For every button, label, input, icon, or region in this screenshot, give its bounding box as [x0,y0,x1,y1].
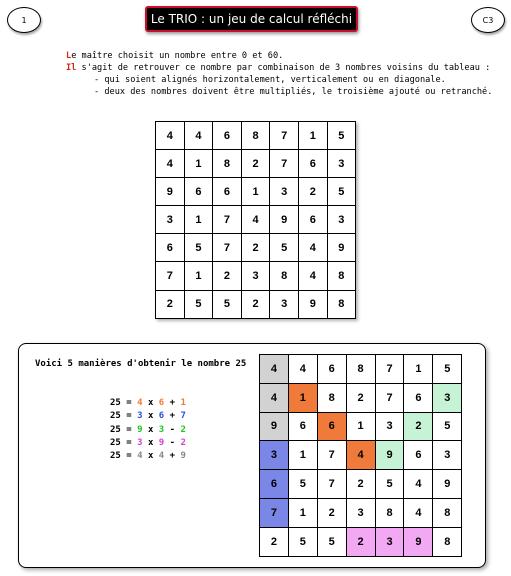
grid-cell: 8 [270,262,299,290]
grid-row [156,150,356,178]
grid-cell: 8 [327,262,356,290]
grid-cell: 3 [327,150,356,178]
equation-spacer: = [120,451,138,462]
example-grid-cell: 8 [433,527,462,556]
equation [110,437,186,450]
example-grid-cell: 2 [346,383,375,412]
example-grid-cell: 9 [404,527,433,556]
page-title-text: Le TRIO : un jeu de calcul réfléchi [150,12,353,26]
example-grid-cell: 6 [260,470,289,499]
example-grid-cell: 5 [288,527,317,556]
example-grid-cell: 4 [404,470,433,499]
example-grid-cell: 1 [346,412,375,441]
grid-cell: 8 [327,290,356,318]
grid-cell: 2 [241,234,270,262]
grid-cell: 5 [184,234,213,262]
instructions [66,50,493,98]
grid-cell: 9 [298,290,327,318]
grid-cell: 9 [270,206,299,234]
equation-term: - [169,437,176,448]
grid-row [156,290,356,318]
rule-bullet-1: - qui soient alignés horizontalement, verticalement ou en diagonale. [94,75,446,85]
example-grid-cell: 1 [404,355,433,384]
example-grid-cell: 1 [288,498,317,527]
grid-cell: 4 [156,150,185,178]
example-grid-cell: 5 [433,355,462,384]
grid-cell: 4 [298,262,327,290]
equation [110,397,186,410]
example-grid-row [260,441,462,470]
example-grid-row [260,527,462,556]
example-grid-row [260,412,462,441]
page-number-badge [7,7,41,33]
example-grid [259,354,462,557]
grid-cell: 7 [156,262,185,290]
example-grid-row [260,383,462,412]
equation-spacer: = [120,437,138,448]
instruction-text: e maître choisit un nombre entre 0 et 60. [71,51,284,61]
example-title: Voici 5 manières d'obtenir le nombre 25 [35,359,247,369]
grid-cell: 7 [213,234,242,262]
grid-row [156,206,356,234]
equation-result: 25 [110,424,121,435]
equation-result: 25 [110,411,121,422]
example-grid-cell: 2 [404,412,433,441]
example-grid-cell: 8 [346,355,375,384]
example-grid-cell: 7 [317,470,346,499]
equation-term: 3 [137,411,143,422]
instruction-line-1 [66,50,486,62]
example-grid-cell: 9 [375,441,404,470]
equation-result: 25 [110,437,121,448]
example-grid-cell: 2 [346,527,375,556]
equation-term: 9 [137,424,143,435]
grid-cell: 7 [270,122,299,150]
equation-term: 3 [137,437,143,448]
equation-term: 6 [158,398,165,408]
example-grid-cell: 5 [288,470,317,499]
grid-cell: 2 [156,290,185,318]
example-grid-row [260,498,462,527]
equation-term: 4 [137,398,143,408]
equation-term: x [147,451,154,462]
grid-row [156,178,356,206]
grid-cell: 2 [241,290,270,318]
equation-term: 9 [158,437,165,448]
grid-cell: 2 [241,150,270,178]
grid-cell: 5 [213,290,242,318]
grid-cell: 8 [213,150,242,178]
grid-cell: 6 [298,206,327,234]
grid-cell: 3 [327,206,356,234]
example-grid-cell: 3 [260,441,289,470]
equation-term: x [147,437,154,448]
grid-cell: 7 [213,206,242,234]
example-grid-cell: 9 [433,470,462,499]
equation-spacer: = [120,424,138,435]
equation-spacer: = [120,398,138,408]
example-grid-row [260,355,462,384]
equation-term: 7 [180,411,186,422]
equation-result: 25 [110,451,121,462]
equation-term: 4 [158,451,165,462]
example-grid-cell: 4 [260,383,289,412]
grid-cell: 5 [327,178,356,206]
example-grid-cell: 3 [375,527,404,556]
example-grid-cell: 6 [404,441,433,470]
example-grid-cell: 3 [375,412,404,441]
equation-term: 2 [180,424,186,435]
equation-term: 1 [180,398,186,408]
grid-cell: 3 [241,262,270,290]
equation [110,424,186,437]
equation-term: + [169,398,176,408]
equation-term: - [169,424,176,435]
equation-list [110,397,186,463]
grid-cell: 3 [270,290,299,318]
equation-term: x [147,424,154,435]
grid-cell: 4 [241,206,270,234]
equation-spacer: = [120,411,138,422]
grid-cell: 9 [327,234,356,262]
equation [110,450,186,463]
grid-cell: 5 [270,234,299,262]
grid-cell: 8 [241,122,270,150]
example-grid-cell: 4 [346,441,375,470]
example-grid-cell: 7 [375,383,404,412]
grid-cell: 4 [298,234,327,262]
example-grid-cell: 4 [288,355,317,384]
grid-row [156,262,356,290]
grid-cell: 3 [270,178,299,206]
example-grid-cell: 6 [317,355,346,384]
initial-letter: Il [66,63,77,73]
grid-cell: 6 [213,178,242,206]
grid-row [156,234,356,262]
grid-cell: 6 [213,122,242,150]
grid-cell: 6 [156,234,185,262]
grid-cell: 1 [298,122,327,150]
example-grid-cell: 9 [260,412,289,441]
grid-cell: 9 [156,178,185,206]
equation-term: x [147,411,154,422]
instruction-line-2 [66,62,491,74]
example-grid-cell: 7 [260,498,289,527]
example-grid-cell: 4 [260,355,289,384]
grid-cell: 5 [184,290,213,318]
instruction-text: s'agit de retrouver ce nombre par combinaison de 3 nombres voisins du tableau : [76,63,491,73]
example-grid-cell: 5 [433,412,462,441]
example-grid-cell: 8 [433,498,462,527]
equation [110,410,186,423]
grid-cell: 2 [298,178,327,206]
equation-term: 2 [180,437,186,448]
level-text: C3 [482,15,494,25]
equation-term: 9 [180,451,186,462]
page-number: 1 [21,15,27,25]
grid-cell: 1 [184,206,213,234]
example-grid-cell: 4 [404,498,433,527]
rule-bullet-2: - deux des nombres doivent être multipliés, le troisième ajouté ou retranché. [94,87,493,97]
equation-term: 4 [137,451,143,462]
page-title [145,6,358,32]
example-grid-row [260,470,462,499]
example-grid-cell: 5 [375,470,404,499]
equation-result: 25 [110,398,121,408]
example-grid-cell: 1 [288,383,317,412]
grid-cell: 7 [270,150,299,178]
example-grid-cell: 6 [404,383,433,412]
grid-cell: 6 [298,150,327,178]
example-grid-cell: 7 [317,441,346,470]
example-grid-cell: 5 [317,527,346,556]
equation-term: + [169,411,176,422]
grid-cell: 4 [184,122,213,150]
example-grid-cell: 2 [260,527,289,556]
level-badge [471,7,505,33]
example-grid-cell: 2 [317,498,346,527]
grid-cell: 2 [213,262,242,290]
example-grid-cell: 3 [346,498,375,527]
grid-cell: 6 [184,178,213,206]
equation-term: + [169,451,176,462]
example-grid-cell: 2 [346,470,375,499]
equation-term: x [147,398,154,408]
grid-cell: 5 [327,122,356,150]
grid-row [156,122,356,150]
example-grid-cell: 1 [288,441,317,470]
example-grid-cell: 8 [317,383,346,412]
grid-cell: 1 [241,178,270,206]
number-grid [155,121,356,319]
example-grid-cell: 7 [375,355,404,384]
equation-term: 3 [158,424,165,435]
example-grid-cell: 3 [433,383,462,412]
grid-cell: 1 [184,262,213,290]
equation-term: 6 [158,411,165,422]
grid-cell: 4 [156,122,185,150]
example-grid-cell: 3 [433,441,462,470]
grid-cell: 1 [184,150,213,178]
example-grid-cell: 6 [317,412,346,441]
initial-letter: L [66,51,72,61]
example-grid-cell: 8 [375,498,404,527]
example-grid-cell: 6 [288,412,317,441]
grid-cell: 3 [156,206,185,234]
